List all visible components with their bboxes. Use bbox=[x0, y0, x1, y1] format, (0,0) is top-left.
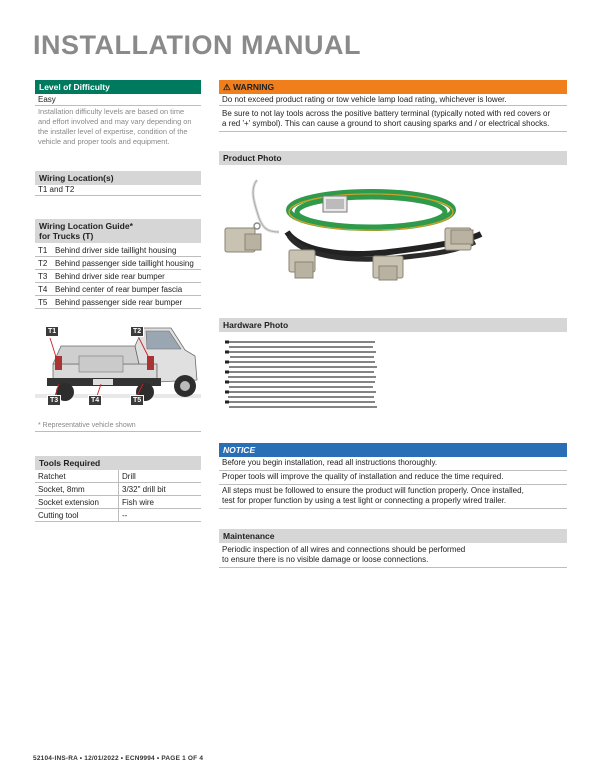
vehicle-caption: * Representative vehicle shown bbox=[35, 421, 201, 432]
callout-t4: T4 bbox=[88, 395, 102, 406]
table-row: T2 Behind passenger side taillight housing bbox=[35, 257, 201, 270]
maintenance-text: Periodic inspection of all wires and connections should be performed to ensure there is no visible damage or loose connections. bbox=[219, 545, 567, 568]
maintenance-header: Maintenance bbox=[219, 529, 567, 543]
hardware-photo-header: Hardware Photo bbox=[219, 318, 567, 332]
notice-line-1: Before you begin installation, read all instructions thoroughly. bbox=[219, 458, 567, 471]
table-row: T4 Behind center of rear bumper fascia bbox=[35, 283, 201, 296]
table-row: Ratchet Drill bbox=[35, 470, 201, 483]
table-row: T1 Behind driver side taillight housing bbox=[35, 244, 201, 257]
difficulty-description: Installation difficulty levels are based on time and effort involved and may vary depending on the installer level of expertise, condition of the vehicle and proper tools and equipment. bbox=[38, 107, 192, 146]
table-row: Socket, 8mm 3/32" drill bit bbox=[35, 483, 201, 496]
wiring-location-header: Wiring Location(s) bbox=[35, 171, 201, 185]
table-row: Cutting tool -- bbox=[35, 509, 201, 522]
difficulty-header: Level of Difficulty bbox=[35, 80, 201, 94]
warning-triangle-icon: ⚠ bbox=[223, 82, 231, 92]
page-title: INSTALLATION MANUAL bbox=[33, 30, 361, 60]
table-row: T5 Behind passenger side rear bumper bbox=[35, 296, 201, 309]
callout-t2: T2 bbox=[130, 326, 144, 337]
notice-line-3: All steps must be followed to ensure the product will function properly. Once installed, test for proper function by using a test light or connecting a properly wired trailer. bbox=[219, 486, 567, 509]
page-footer: 52104-INS-RA • 12/01/2022 • ECN9994 • PAGE 1 OF 4 bbox=[33, 755, 204, 762]
vehicle-illustration bbox=[35, 316, 201, 416]
table-row: T3 Behind driver side rear bumper bbox=[35, 270, 201, 283]
notice-line-2: Proper tools will improve the quality of installation and reduce the time required. bbox=[219, 472, 567, 485]
product-photo bbox=[219, 170, 567, 300]
warning-line-2: Be sure to not lay tools across the positive battery terminal (typically noted with red covers or a red '+' symbol). This can cause a ground to short causing sparks and / or electrical shocks. bbox=[219, 108, 567, 132]
wiring-guide-table bbox=[35, 244, 201, 309]
warning-line-1: Do not exceed product rating or tow vehicle lamp load rating, whichever is lower. bbox=[219, 95, 567, 106]
wiring-guide-header: Wiring Location Guide* for Trucks (T) bbox=[35, 219, 201, 243]
callout-t3: T3 bbox=[47, 395, 61, 406]
notice-header: NOTICE bbox=[219, 443, 567, 457]
callout-t1: T1 bbox=[45, 326, 59, 337]
tools-table bbox=[35, 470, 201, 522]
table-row: Socket extension Fish wire bbox=[35, 496, 201, 509]
tools-header: Tools Required bbox=[35, 456, 201, 470]
callout-t5: T5 bbox=[130, 395, 144, 406]
product-photo-header: Product Photo bbox=[219, 151, 567, 165]
difficulty-level: Easy bbox=[35, 95, 201, 106]
warning-header: ⚠ WARNING bbox=[219, 80, 567, 94]
wiring-location-value: T1 and T2 bbox=[35, 185, 201, 196]
hardware-photo bbox=[225, 340, 385, 412]
